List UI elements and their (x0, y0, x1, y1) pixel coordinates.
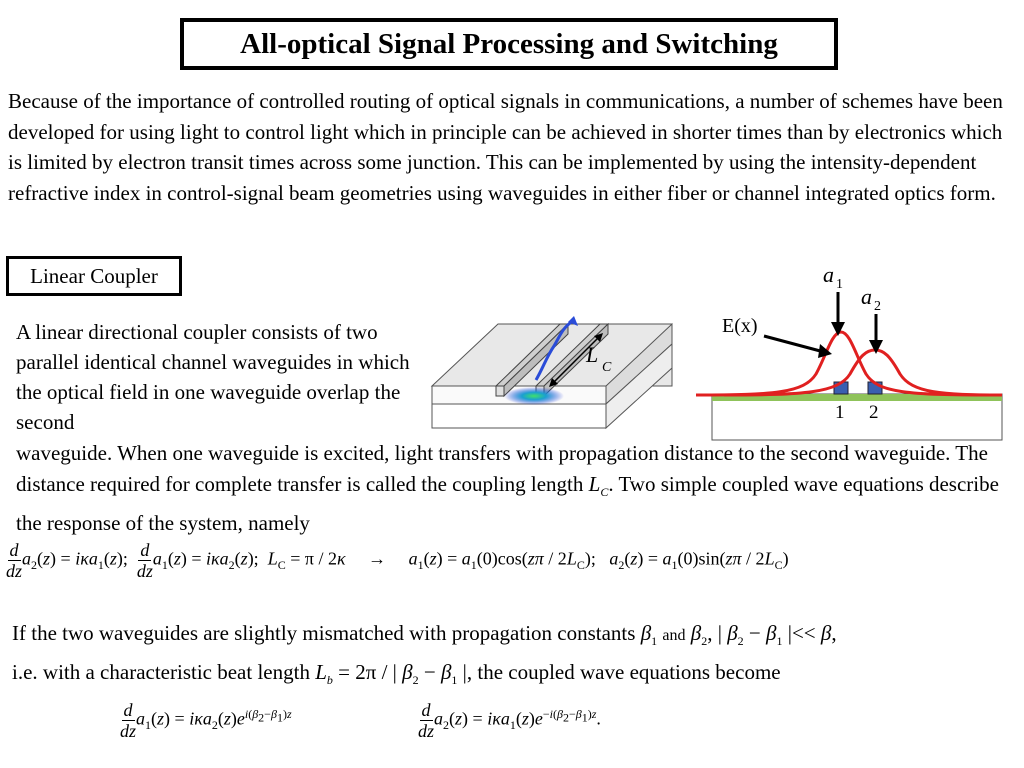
coupling-length-symbol: $L_C$ (588, 472, 609, 500)
a2-label: a (861, 284, 872, 309)
mismatch-and: and (662, 627, 686, 644)
field-arrow (764, 336, 824, 352)
coupling-length-label: L (586, 342, 599, 367)
coupled-wave-equations: $\frac{d}{dz}$ $a_2(z) = i\kappa a_1(z)$; $\frac{d}{dz}$ $a_1(z) = i\kappa a_2(z)$; $L_C = \pi / 2\kappa$ → $a_1(z) = a_1(0)\cos(z\pi / 2L_C)$; $a_2(z) = a_1(0)\sin(z\pi / 2L_C)$ (6, 540, 789, 581)
coupler-diagram (428, 316, 678, 434)
a1-label: a (823, 264, 834, 287)
coupler-text-c: . Two simple coupled wave equations describe the response of the system, namely (16, 472, 999, 536)
waveguide-1-front (496, 386, 504, 396)
coupling-length-sub: C (602, 360, 612, 375)
coupler-description-b (16, 438, 1016, 539)
mode-profile-2 (724, 350, 1002, 395)
slide-title: All-optical Signal Processing and Switching (180, 18, 838, 70)
mismatched-equation-2: $\frac{d}{dz}$ $a_2(z) = i\kappa a_1(z)e^{-i(\beta_2-\beta_1)z}$. (418, 700, 601, 741)
mode-spot (504, 387, 564, 405)
a2-label-sub: 2 (874, 299, 881, 314)
coupler-text-b: waveguide. When one waveguide is excited, light transfers with propagation distance to the second waveguide. The distance required for complete transfer is called the coupling length (16, 441, 988, 496)
mode-field-diagram (694, 264, 1006, 442)
wg2-label: 2 (869, 402, 879, 423)
mismatch-text-a: If the two waveguides are slightly mismatched with propagation constants (12, 621, 641, 645)
coupler-front-layer2 (432, 404, 606, 428)
a1-label-sub: 1 (836, 277, 843, 292)
wg1-label: 1 (835, 402, 845, 423)
mismatch-paragraph: If the two waveguides are slightly mismatched with propagation constants $\beta_1$ and $\beta_2$, | $\beta_2 - \beta_1$ |<< β, i.e. with a characteristic beat length $L_b = 2\pi$ / | $\beta_2 - \beta_1$ |, the coupled wave equations become (12, 621, 837, 688)
section-label-linear-coupler: Linear Coupler (6, 256, 182, 296)
intro-paragraph: Because of the importance of controlled routing of optical signals in communications, a number of schemes have been developed for using light to control light which in principle can be achieved in shorter times than by electronics which is limited by electron transit times across some junction. This can be implemented by using the intensity-dependent refractive index in control-signal beam geometries using waveguides in either fiber or channel integrated optics form. (8, 89, 1003, 205)
field-label: E(x) (722, 315, 758, 337)
mismatched-equation-1: $\frac{d}{dz}$ $a_1(z) = i\kappa a_2(z)e^{i(\beta_2-\beta_1)z}$ (120, 700, 292, 741)
mismatch-text-b: i.e. with a characteristic beat length (12, 660, 310, 685)
mismatch-text-c: , the coupled wave equations become (466, 660, 781, 685)
coupler-description-a: A linear directional coupler consists of two parallel identical channel waveguides in which the optical field in one waveguide overlap the second (16, 320, 410, 434)
